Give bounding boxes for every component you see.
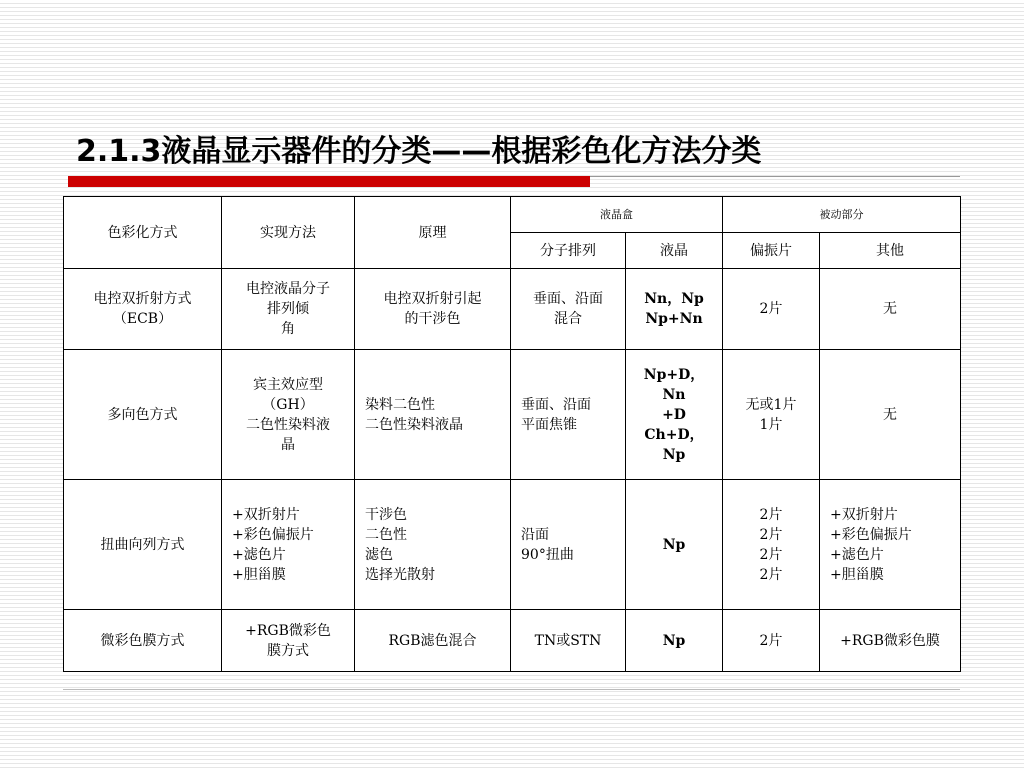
title-underline-rule (590, 176, 960, 177)
header-passive-part: 被动部分 (723, 197, 961, 233)
table-row (64, 480, 961, 610)
table-row (64, 610, 961, 672)
cell-polarizer: 2片 (723, 269, 820, 350)
header-principle: 原理 (355, 197, 511, 269)
cell-method: 电控液晶分子 排列倾 角 (222, 269, 355, 350)
cell-principle: 电控双折射引起 的干涉色 (355, 269, 511, 350)
header-polarizer: 偏振片 (723, 233, 820, 269)
cell-arrangement: 沿面 90°扭曲 (511, 480, 626, 610)
cell-mode: 多向色方式 (64, 350, 222, 480)
title-underline-bar (68, 176, 590, 187)
header-other: 其他 (820, 233, 961, 269)
footer-rule (63, 689, 960, 690)
cell-polarizer: 2片 (723, 610, 820, 672)
cell-principle: 干涉色 二色性 滤色 选择光散射 (355, 480, 511, 610)
cell-other: 无 (820, 350, 961, 480)
header-row (64, 197, 961, 233)
cell-polarizer: 无或1片 1片 (723, 350, 820, 480)
cell-method: +RGB微彩色 膜方式 (222, 610, 355, 672)
table-row (64, 269, 961, 350)
cell-liquid-crystal: Np (626, 480, 723, 610)
cell-principle: 染料二色性 二色性染料液晶 (355, 350, 511, 480)
table-row (64, 350, 961, 480)
cell-other: +双折射片 +彩色偏振片 +滤色片 +胆甾膜 (820, 480, 961, 610)
cell-arrangement: 垂面、沿面 平面焦锥 (511, 350, 626, 480)
cell-arrangement: TN或STN (511, 610, 626, 672)
header-molecular-arrangement: 分子排列 (511, 233, 626, 269)
cell-liquid-crystal: Nn，Np Np+Nn (626, 269, 723, 350)
cell-other: 无 (820, 269, 961, 350)
cell-method: 宾主效应型 （GH） 二色性染料液 晶 (222, 350, 355, 480)
cell-method: +双折射片 +彩色偏振片 +滤色片 +胆甾膜 (222, 480, 355, 610)
header-lc-cell: 液晶盒 (511, 197, 723, 233)
header-color-mode: 色彩化方式 (64, 197, 222, 269)
header-liquid-crystal: 液晶 (626, 233, 723, 269)
cell-mode: 电控双折射方式 （ECB） (64, 269, 222, 350)
cell-mode: 扭曲向列方式 (64, 480, 222, 610)
cell-liquid-crystal: Np (626, 610, 723, 672)
cell-arrangement: 垂面、沿面 混合 (511, 269, 626, 350)
page-title: 2.1.3液晶显示器件的分类——根据彩色化方法分类 (76, 134, 762, 169)
cell-other: +RGB微彩色膜 (820, 610, 961, 672)
cell-polarizer: 2片 2片 2片 2片 (723, 480, 820, 610)
classification-table (63, 196, 961, 672)
cell-mode: 微彩色膜方式 (64, 610, 222, 672)
cell-principle: RGB滤色混合 (355, 610, 511, 672)
header-method: 实现方法 (222, 197, 355, 269)
cell-liquid-crystal: Np+D， Nn +D Ch+D， Np (626, 350, 723, 480)
